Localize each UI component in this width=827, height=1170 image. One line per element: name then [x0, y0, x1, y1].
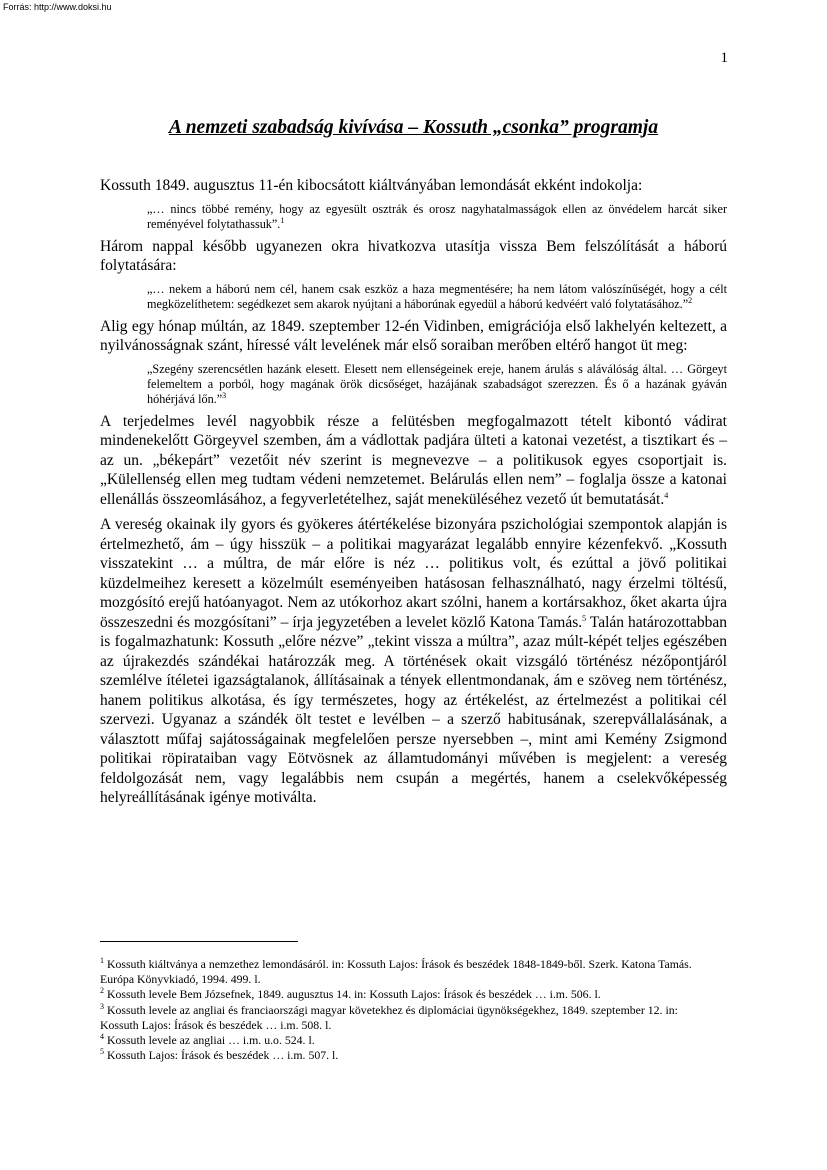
- quote-2: „… nekem a háború nem cél, hanem csak eszköz a haza megmentésére; ha nem látom valószínűségét, hogy a célt megközelíthetem: segédkezet sem akarok nyújtani a háborúnak egyedül a háború kedvéért való folytatásához.”$^2$: [147, 281, 727, 311]
- footnote-4: $^4$ Kossuth levele az angliai … i.m. u.o. 524. l.: [100, 1032, 315, 1048]
- paragraph-4: A terjedelmes levél nagyobbik része a felütésben megfogalmazott tételt kibontó vádirat mindenekelőtt Görgeyvel szemben, ám a vádlottak padjára ülteti a katonai vezetést, a tisztikart és – az un. „békepárt” vezetőit név szerint is megnevezve – a politikusok egyes csoportjait is. „Külellenség ellen meg tudtam védeni nemzetemet. Belárulás ellen nem” – foglalja össze a katonai ellenállás összeomlásához, a fegyverletételhez, saját meneküléséhez vezető út bemutatását.$^4$: [100, 412, 727, 508]
- paragraph-2: Három nappal később ugyanezen okra hivatkozva utasítja vissza Bem felszólítását a háború folytatására:: [100, 237, 727, 274]
- footnote-divider: [100, 941, 298, 942]
- page-title: A nemzeti szabadság kivívása – Kossuth „csonka” programja: [168, 117, 659, 138]
- footnote-1: $^1$ Kossuth kiáltványa a nemzethez lemondásáról. in: Kossuth Lajos: Írások és beszédek 1848-1849-ből. Szerk. Katona Tamás. Európa Könyvkiadó, 1994. 499. l.: [100, 956, 692, 987]
- paragraph-1: Kossuth 1849. augusztus 11-én kibocsátott kiáltványában lemondását ekként indokolja:: [100, 177, 643, 194]
- footnote-ref-4: 4: [664, 490, 669, 500]
- footnote-ref-2: 2: [688, 295, 693, 305]
- footnotes: [100, 957, 700, 1063]
- footnote-ref-3: 3: [222, 390, 227, 400]
- paragraph-3: Alig egy hónap múltán, az 1849. szeptember 12-én Vidinben, emigrációja első lakhelyén keltezett, a nyilvánosságnak szánt, híressé vált levelének már első soraiban merőben eltérő hangot üt meg:: [100, 317, 727, 354]
- source-label: Forrás: http://www.doksi.hu: [3, 2, 112, 12]
- page-number: 1: [720, 50, 728, 66]
- footnote-ref-5: 5: [582, 613, 587, 623]
- quote-3: „Szegény szerencsétlen hazánk elesett. Elesett nem ellenségeinek ereje, hanem árulás s aláválóság által. … Görgeyt felemeltem a porból, hogy magának örök dicsőséget, hazájának szabadságot szerezzen. És ő a hazának gyáván hóhérjává lőn.”$^3$: [147, 361, 727, 406]
- footnote-3: $^3$ Kossuth levele az angliai és franciaországi magyar követekhez és diplomáciai ügynökségekhez, 1849. szeptember 12. in: Kossuth Lajos: Írások és beszédek … i.m. 508. l.: [100, 1001, 678, 1032]
- footnote-5: $^5$ Kossuth Lajos: Írások és beszédek … i.m. 507. l.: [100, 1047, 339, 1063]
- quote-1: „… nincs többé remény, hogy az egyesült osztrák és orosz nagyhatalmasságok ellen az önvédelem harcát siker reményével folytathassuk”.$^1$: [147, 201, 727, 231]
- footnote-ref-1: 1: [280, 215, 285, 225]
- footnote-2: $^2$ Kossuth levele Bem Józsefnek, 1849. augusztus 14. in: Kossuth Lajos: Írások és beszédek … i.m. 506. l.: [100, 986, 601, 1002]
- document-body: [100, 176, 727, 814]
- paragraph-5: A vereség okainak ily gyors és gyökeres átértékelése bizonyára pszichológiai szempontok alapján is értelmezhető, ám – úgy hisszük – a politikai magyarázat legalább ennyire kézenfekvő. „Kossuth visszatekint … a múltra, de már előre is néz … politikus volt, és ezúttal a jövő politikai küzdelmeihez keresett a közelmúlt eseményeiben hatásosan felhasználható, nagy érzelmi töltésű, mozgósító erejű hatóanyagot. Nem az utókorhoz akart szólni, hanem a kortársakhoz, őket akarta újra összeszedni és mozgósítani” – írja jegyzetében a levelet közlő Katona Tamás.$^5$ Talán határozottabban is fogalmazhatunk: Kossuth „előre nézve” „tekint vissza a múltra”, azaz múlt-képét teljes egészében az újrakezdés szándékai határozzák meg. A történések okait vizsgáló történész nézőpontjáról szemlélve ítéletei igazságtalanok, állításainak a tények ellentmondanak, ám e szöveg nem történész, hanem politikus alkotása, és így természetes, hogy az értékelést, az értelmezést a politikai cél szervezi. Ugyanaz a szándék ölt testet e levélben – a szerző habitusának, szerepvállalásának, a választott műfaj sajátosságainak megfelelően persze nyersebben –, mint ami Kemény Zsigmond politikai röpirataiban vagy Eötvösnek az államtudományi művében is megjelent: a vereség feldolgozását nem, vagy legalábbis nem csupán a megértés, hanem a cselekvőképesség helyreállításának igénye motiválta.: [100, 516, 727, 806]
